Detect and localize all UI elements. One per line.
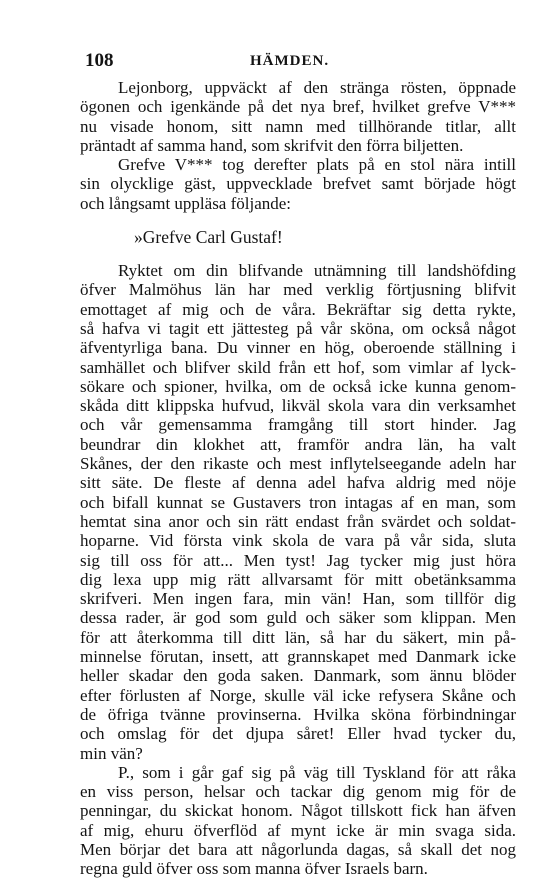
text-line: ögonen och igenkände på det nya bref, hvilket grefve V*** <box>80 97 516 117</box>
text-line: minnelse förutan, insett, att grannskapet med Danmark icke <box>80 647 516 667</box>
text-line: Grefve V*** tog derefter plats på en stol nära intill <box>118 155 516 175</box>
text-line: för att återkomma till ditt län, så har du säkert, min på- <box>80 627 516 647</box>
text-line: Ryktet om din blifvande utnämning till landshöfding <box>118 261 516 281</box>
text-line: så hafva vi tagit ett jättesteg på vår sköna, om också något <box>80 318 516 338</box>
text-line: en viss person, helsar och tackar dig genom mig för de <box>80 782 516 802</box>
text-line: sökare och spioner, hvilka, om de också icke kunna genom- <box>80 376 516 396</box>
text-line: och långsamt uppläsa följande: <box>80 193 292 213</box>
text-line: sig till oss för att... Men tyst! Jag tycker mig just höra <box>80 550 516 570</box>
text-line: skrifveri. Men ingen fara, min vän! Han, som tillför dig <box>80 589 516 609</box>
text-line: sitt säte. De fleste af denna adel hafva aldrig med nöje <box>80 473 516 493</box>
text-line: regna guld öfver oss som manna öfver Israels barn. <box>80 859 428 879</box>
text-line: dessa rader, är god som guld och säker som klippan. Men <box>80 608 516 628</box>
text-line: skåda ditt klippska hufvud, likväl skola vara din verksamhet <box>80 396 516 416</box>
text-line: efter förlusten af Norge, skulle väl icke refysera Skåne och <box>80 685 516 705</box>
text-line: präntadt af samma hand, som skrifvit den förra biljetten. <box>80 135 464 155</box>
running-title: HÄMDEN. <box>250 53 330 69</box>
text-line: öfver Malmöhus län har med verklig förtjusning blifvit <box>80 280 516 300</box>
text-line: emottaget af mig och de våra. Bekräftar sig detta rykte, <box>80 299 516 319</box>
text-line: af mig, ehuru öfverflöd af mynt icke är min svaga sida. <box>80 820 516 840</box>
letter-paragraph <box>80 261 516 763</box>
text-line: samhället och blifver skild från ett hof, som vimlar af lyck- <box>80 357 516 377</box>
text-line: heller skadar den goda saken. Danmark, som ännu blöder <box>80 666 516 686</box>
text-line: och bifall kunnat se Gustavers tron intagas af en man, som <box>80 492 516 512</box>
paragraph <box>80 763 516 879</box>
paragraph <box>80 78 516 155</box>
text-line: Lejonborg, uppväckt af den stränga rösten, öppnade <box>118 78 516 97</box>
text-line: beundrar din klokhet att, framför andra län, ha valt <box>80 434 516 454</box>
text-line: de öfriga tvänne provinserna. Hvilka sköna förbindningar <box>80 704 516 724</box>
text-line: Men börjar det bara att någorlunda dagas, så skall det nog <box>80 839 516 859</box>
text-line: och omslag för det djupa såret! Eller hvad tycker du, <box>80 724 516 744</box>
page-header <box>0 50 560 74</box>
text-line: penningar, du skickat honom. Något tillskott fick han äfven <box>80 801 516 821</box>
body-text <box>80 78 516 879</box>
text-line: Skånes, der den rikaste och mest inflytelseegande adeln har <box>80 454 516 474</box>
paragraph <box>80 155 516 213</box>
text-line: hemtat sina anor och sin rätt endast från svärdet och soldat- <box>80 511 516 531</box>
letter-salutation: »Grefve Carl Gustaf! <box>134 227 283 248</box>
text-line: äfventyrliga bana. Du vinner en hög, oberoende ställning i <box>80 338 516 358</box>
text-line: dig lexa upp mig rätt allvarsamt för mitt obetänksamma <box>80 569 516 589</box>
text-line: hoparne. Vid första vink skola de vara på vår sida, sluta <box>80 531 516 551</box>
text-line: sin olycklige gäst, uppvecklade brefvet samt började högt <box>80 174 516 194</box>
text-line: min vän? <box>80 743 143 763</box>
text-line: och vår gemensamma framgång till stort hinder. Jag <box>80 415 516 435</box>
page-number: 108 <box>85 50 114 71</box>
text-line: nu visade honom, sitt namn med tillhörande titlar, allt <box>80 116 516 136</box>
text-line: P., som i går gaf sig på väg till Tyskland för att råka <box>118 762 516 782</box>
